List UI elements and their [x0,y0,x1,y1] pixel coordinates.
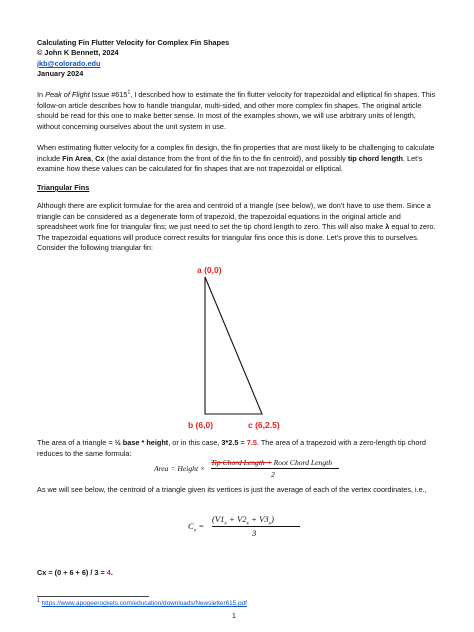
footnote-divider [37,596,149,597]
vertex-label-c: c (6,2.5) [248,420,280,430]
section-heading-triangular-fins: Triangular Fins [37,183,90,192]
publication-name: Peak of Flight [45,90,90,99]
author-email-link[interactable]: jkb@colorado.edu [37,58,101,68]
document-header [37,38,439,80]
lambda-symbol: λ [385,222,390,232]
footnote [37,597,247,607]
area-result: 7.5 [246,438,257,447]
vertex-label-b: b (6,0) [188,420,214,430]
page-number: 1 [232,613,236,620]
document-page: Calculating Fin Flutter Velocity for Complex Fin Shapes © John K Bennett, 2024 jkb@colorado.edu January 2024 In Peak of Flight Issue $\#615^1$, I described how to estimate the fin flutter velocity for trapezoidal and elliptical fin shapes. This follow-on article describes how to handle triangular, multi-sided, and other more complex fin shapes. The original article should be read for this one to make better sense. In most of the examples shown, we will use arbitrary units of length, without concerning ourselves about the unit system in use. When estimating flutter velocity for a complex fin design, the fin properties that are most likely to be challenging to calculate include Fin Area, Cx (the axial distance from the front of the fin to the fin centroid), and possibly tip chord length. Let’s examine how these values can be calculated for fin shapes that are not trapezoidal or elliptical. Triangular Fins Although there are explicit formulae for the area and centroid of a triangle (see below), we don’t have to use them. Since a triangle can be considered as a degenerate form of trapezoid, the trapezoidal equations in the original article and spreadsheet work fine for triangular fins; we just need to set the tip chord length to zero. This will also make λ equal to zero. The trapezoidal equations will produce correct results for triangular fins once this is done. Let’s prove this to ourselves. Consider the following triangular fin: a (0,0) b (6,0) c (6,2.5) The area of a triangle = ½ base * height, or in this case, 3*2.5 = 7.5. The area of a trapezoid with a zero-length tip chord reduces to the same formula: Area = Height × Tip Chord Length + Root Chord Length 2 As we will see below, the centroid of a triangle given its vertices is just the average of each of the vertex coordinates, i.e., $C_x$ = $(V1_x + V2_x + V3_x)$ 3 Cx = (0 + 6 + 6) / 3 = 4. $^1$ https://www.apogeerockets.com/education/downloads/Newsletter615.pdf 1 [0,0,474,632]
area-paragraph: The area of a triangle = ½ base * height, or in this case, 3*2.5 = 7.5. The area of a trapezoid with a zero-length tip chord reduces to the same formula: [37,438,426,458]
document-title: Calculating Fin Flutter Velocity for Complex Fin Shapes [37,38,230,47]
copyright-line: © John K Bennett, 2024 [37,48,119,58]
cx-result-line: Cx = (0 + 6 + 6) / 3 = 4. [37,568,113,577]
footnote-reference[interactable]: 1 [127,89,131,96]
cx-result: 4 [106,568,111,577]
triangle-fin-shape [205,277,262,414]
vertex-label-a: a (0,0) [197,265,222,275]
triangular-intro-paragraph: Although there are explicit formulae for the area and centroid of a triangle (see below), we don’t have to use them. Since a triangle can be considered as a degenerate form of trapezoid, the trapezoidal equations in the original article and spreadsheet work fine for triangular fins; we just need to set the tip chord length to zero. This will also make λ equal to zero. The trapezoidal equations will produce correct results for triangular fins once this is done. Let’s prove this to ourselves. Consider the following triangular fin: [37,201,436,253]
document-date: January 2024 [37,69,84,79]
footnote-mark: 1 [37,597,40,604]
footnote-link[interactable]: https://www.apogeerockets.com/education/downloads/Newsletter615.pdf [41,600,247,607]
centroid-paragraph: As we will see below, the centroid of a triangle given its vertices is just the average of each of the vertex coordinates, i.e., [37,485,427,494]
intro-paragraph: In Peak of Flight Issue $\#615^1$, I described how to estimate the fin flutter velocity for trapezoidal and elliptical fin shapes. This follow-on article describes how to handle triangular, multi-sided, and other more complex fin shapes. The original article should be read for this one to make better sense. In most of the examples shown, we will use arbitrary units of length, without concerning ourselves about the unit system in use. [37,89,436,131]
fin-properties-paragraph: When estimating flutter velocity for a complex fin design, the fin properties that are most likely to be challenging to calculate include Fin Area, Cx (the axial distance from the front of the fin to the fin centroid), and possibly tip chord length. Let’s examine how these values can be calculated for fin shapes that are not trapezoidal or elliptical. [37,143,435,174]
